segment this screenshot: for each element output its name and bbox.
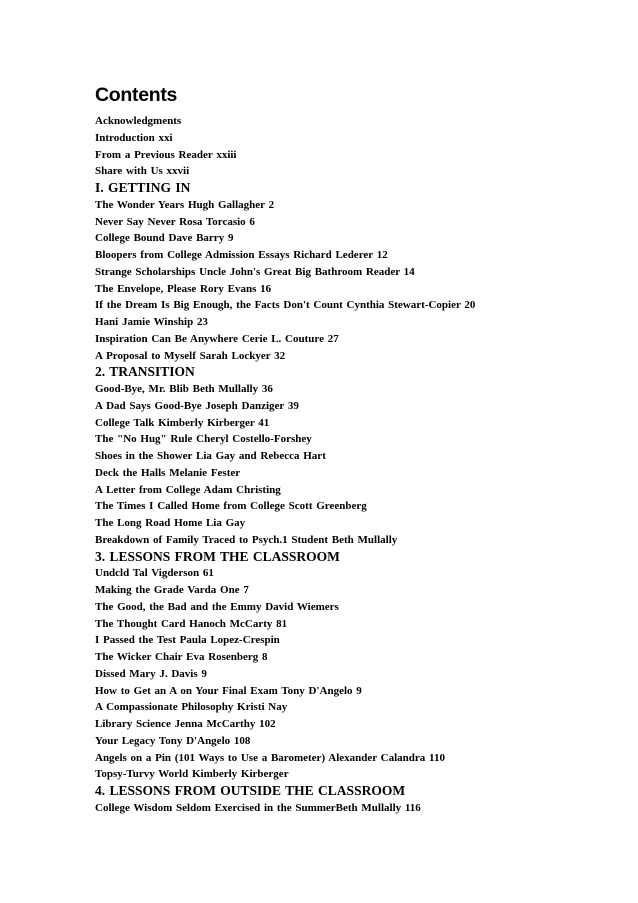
toc-entry: The Envelope, Please Rory Evans 16 (95, 282, 272, 295)
toc-entry: Bloopers from College Admission Essays Richard Lederer 12 (95, 249, 388, 261)
toc-section-heading: 4. LESSONS FROM OUTSIDE THE CLASSROOM (95, 783, 406, 798)
toc-entry: The Times I Called Home from College Scott Greenberg (95, 500, 367, 513)
toc-entry: Making the Grade Varda One 7 (95, 584, 249, 596)
toc-entry: Breakdown of Family Traced to Psych.1 Student Beth Mullally (95, 533, 398, 546)
toc-entry: Shoes in the Shower Lia Gay and Rebecca Hart (95, 450, 326, 462)
toc-entry: The Long Road Home Lia Gay (95, 517, 246, 529)
page-title: Contents (95, 84, 178, 106)
toc-entry: Library Science Jenna McCarthy 102 (95, 718, 276, 730)
toc-entry: A Compassionate Philosophy Kristi Nay (95, 701, 288, 714)
toc-entry: College Wisdom Seldom Exercised in the SummerBeth Mullally 116 (95, 801, 421, 814)
toc-entry: Introduction xxi (95, 131, 173, 144)
toc-entry: The Wicker Chair Eva Rosenberg 8 (95, 651, 268, 663)
toc-section-heading: 2. TRANSITION (95, 364, 195, 380)
toc-entry: Angels on a Pin (101 Ways to Use a Barometer) Alexander Calandra 110 (95, 751, 445, 764)
toc-entry: From a Previous Reader xxiii (95, 148, 237, 161)
toc-entry: Inspiration Can Be Anywhere Cerie L. Couture 27 (95, 332, 339, 345)
toc-entry: Undcld Tal Vigderson 61 (95, 567, 214, 580)
toc-entry: Strange Scholarships Uncle John's Great Big Bathroom Reader 14 (95, 265, 415, 278)
toc-entry: Topsy-Turvy World Kimberly Kirberger (95, 768, 289, 781)
toc-list (95, 113, 615, 817)
toc-entry: The "No Hug" Rule Cheryl Costello-Forshey (95, 433, 312, 446)
toc-entry: A Letter from College Adam Christing (95, 483, 281, 496)
toc-entry: Your Legacy Tony D'Angelo 108 (95, 734, 251, 747)
toc-entry: Dissed Mary J. Davis 9 (95, 667, 207, 680)
toc-entry: If the Dream Is Big Enough, the Facts Don't Count Cynthia Stewart-Copier 20 (95, 299, 476, 312)
toc-section-heading: 3. LESSONS FROM THE CLASSROOM (95, 548, 340, 564)
toc-entry: The Good, the Bad and the Emmy David Wiemers (95, 600, 339, 613)
toc-entry: College Bound Dave Barry 9 (95, 232, 234, 245)
toc-entry: Good-Bye, Mr. Blib Beth Mullally 36 (95, 383, 273, 395)
toc-entry: How to Get an A on Your Final Exam Tony D'Angelo 9 (95, 684, 362, 697)
toc-entry: Deck the Halls Melanie Fester (95, 466, 241, 479)
toc-entry: The Thought Card Hanoch McCarty 81 (95, 617, 288, 630)
toc-entry: Share with Us xxvii (95, 165, 190, 178)
toc-entry: A Dad Says Good-Bye Joseph Danziger 39 (95, 399, 299, 412)
toc-entry: A Proposal to Myself Sarah Lockyer 32 (95, 349, 286, 362)
toc-entry: Hani Jamie Winship 23 (95, 316, 208, 328)
toc-entry: The Wonder Years Hugh Gallagher 2 (95, 198, 275, 211)
toc-entry: I Passed the Test Paula Lopez-Crespin (95, 634, 280, 647)
toc-entry: College Talk Kimberly Kirberger 41 (95, 416, 270, 429)
toc-content (95, 84, 615, 817)
toc-section-heading: I. GETTING IN (95, 180, 191, 195)
toc-entry: Acknowledgments (95, 115, 182, 127)
toc-entry: Never Say Never Rosa Torcasio 6 (95, 215, 255, 228)
